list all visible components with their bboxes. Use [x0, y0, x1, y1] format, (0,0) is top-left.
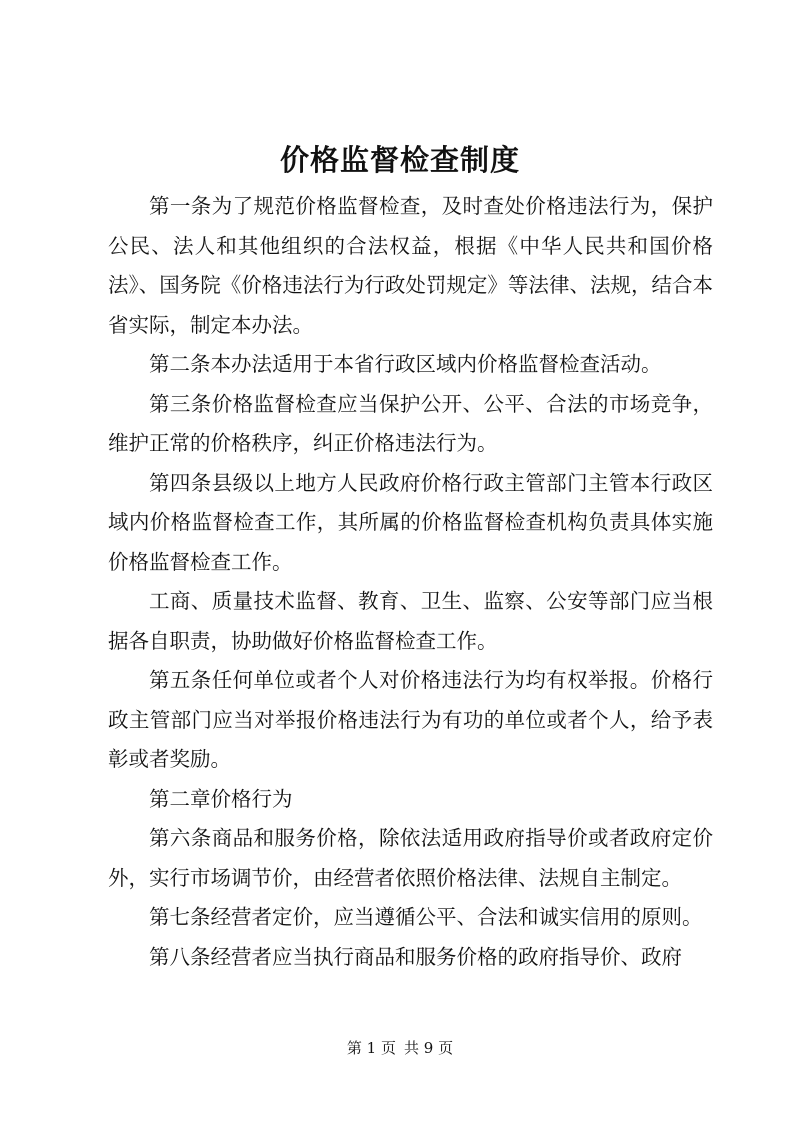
- page-number: 第 1 页: [346, 1039, 396, 1057]
- paragraph-article-1: 第一条为了规范价格监督检查，及时查处价格违法行为，保护公民、法人和其他组织的合法权益，根据《中华人民共和国价格法》、国务院《价格违法行为行政处罚规定》等法律、法规，结合本省实际，制定本办法。: [108, 194, 713, 337]
- document-title: 价格监督检查制度: [279, 143, 520, 177]
- page-total: 共 9 页: [404, 1039, 454, 1057]
- document-body: [108, 187, 713, 977]
- paragraph-article-8: 第八条经营者应当执行商品和服务价格的政府指导价、政府: [149, 944, 682, 969]
- paragraph-article-2: 第二条本办法适用于本省行政区域内价格监督检查活动。: [149, 352, 662, 376]
- paragraph-article-6: 第六条商品和服务价格，除依法适用政府指导价或者政府定价外，实行市场调节价，由经营者依照价格法律、法规自主制定。: [108, 826, 713, 890]
- chapter-heading: 第二章价格行为: [149, 786, 293, 811]
- page-footer: [0, 1037, 800, 1058]
- paragraph-article-4: 第四条县级以上地方人民政府价格行政主管部门主管本行政区域内价格监督检查工作，其所属的价格监督检查机构负责具体实施价格监督检查工作。: [108, 470, 713, 574]
- paragraph-article-7: 第七条经营者定价，应当遵循公平、合法和诚实信用的原则。: [149, 905, 703, 929]
- paragraph-article-5: 第五条任何单位或者个人对价格违法行为均有权举报。价格行政主管部门应当对举报价格违法行为有功的单位或者个人，给予表彰或者奖励。: [108, 668, 713, 771]
- paragraph-article-3: 第三条价格监督检查应当保护公开、公平、合法的市场竞争，维护正常的价格秩序，纠正价格违法行为。: [108, 391, 713, 455]
- paragraph-article-4-cont: 工商、质量技术监督、教育、卫生、监察、公安等部门应当根据各自职责，协助做好价格监督检查工作。: [108, 589, 713, 653]
